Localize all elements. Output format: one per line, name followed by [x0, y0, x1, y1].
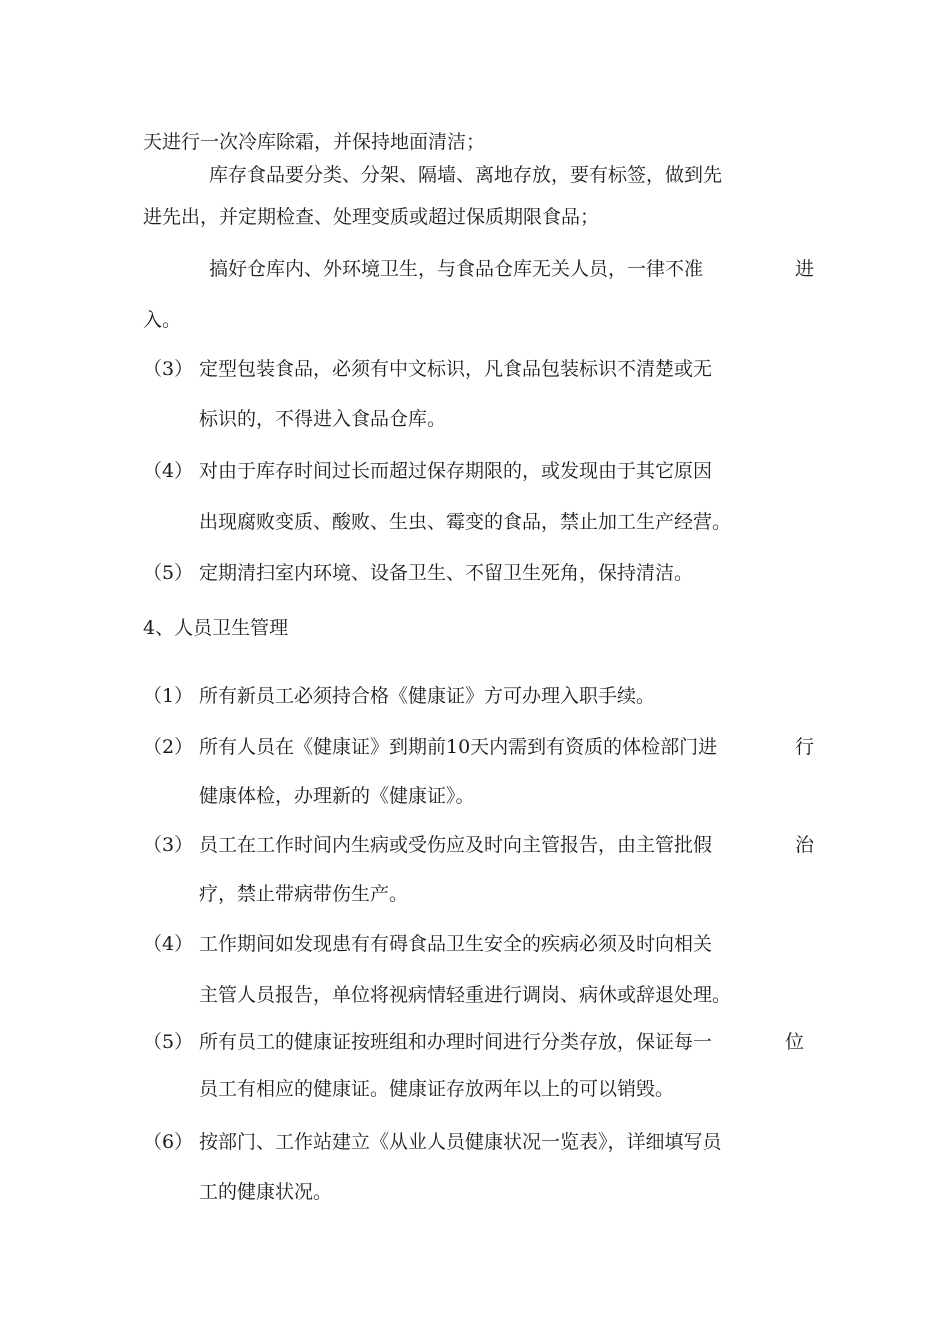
storage-line-5: 入。 [143, 309, 182, 331]
item-b4-line-1: 工作期间如发现患有有碍食品卫生安全的疾病必须及时向相关 [199, 933, 713, 955]
item-b2-line-1: 所有人员在《健康证》到期前10天内需到有资质的体检部门进 [199, 736, 718, 758]
item-b3-line-2: 疗，禁止带病带伤生产。 [199, 883, 409, 905]
item-b5-number: （5） [143, 1031, 194, 1053]
item-a4-line-2: 出现腐败变质、酸败、生虫、霉变的食品，禁止加工生产经营。 [199, 511, 732, 533]
item-a5-line-1: 定期清扫室内环境、设备卫生、不留卫生死角，保持清洁。 [199, 562, 694, 584]
item-a5-number: （5） [143, 562, 194, 584]
item-a3-line-2: 标识的，不得进入食品仓库。 [199, 408, 447, 430]
item-a4-number: （4） [143, 460, 194, 482]
item-b4-line-2: 主管人员报告，单位将视病情轻重进行调岗、病休或辞退处理。 [199, 984, 732, 1006]
item-b4-number: （4） [143, 933, 194, 955]
item-b6-number: （6） [143, 1131, 194, 1153]
item-b3-number: （3） [143, 834, 194, 856]
storage-line-3: 进先出，并定期检查、处理变质或超过保质期限食品； [143, 206, 600, 228]
item-b2-number: （2） [143, 736, 194, 758]
item-b5-line-2: 员工有相应的健康证。健康证存放两年以上的可以销毁。 [199, 1078, 675, 1100]
storage-line-4: 搞好仓库内、外环境卫生，与食品仓库无关人员，一律不准 [209, 258, 704, 280]
item-b3-line-1-tail: 治 [795, 834, 815, 856]
item-b5-line-1: 所有员工的健康证按班组和办理时间进行分类存放，保证每一 [199, 1031, 713, 1053]
item-a4-line-1: 对由于库存时间过长而超过保存期限的，或发现由于其它原因 [199, 460, 713, 482]
storage-line-4-tail: 进 [795, 258, 815, 280]
item-a3-number: （3） [143, 358, 194, 380]
item-b3-line-1: 员工在工作时间内生病或受伤应及时向主管报告，由主管批假 [199, 834, 713, 856]
item-b1-line-1: 所有新员工必须持合格《健康证》方可办理入职手续。 [199, 685, 656, 707]
item-b6-line-1: 按部门、工作站建立《从业人员健康状况一览表》，详细填写员 [199, 1131, 722, 1153]
item-b2-line-1-tail: 行 [795, 736, 815, 758]
item-a3-line-1: 定型包装食品，必须有中文标识，凡食品包装标识不清楚或无 [199, 358, 713, 380]
storage-line-2: 库存食品要分类、分架、隔墙、离地存放，要有标签，做到先 [209, 164, 723, 186]
storage-line-1: 天进行一次冷库除霜，并保持地面清洁； [143, 131, 486, 153]
item-b5-line-1-tail: 位 [785, 1031, 805, 1053]
section-4-heading: 4、人员卫生管理 [143, 617, 289, 639]
item-b6-line-2: 工的健康状况。 [199, 1181, 333, 1203]
item-b1-number: （1） [143, 685, 194, 707]
item-b2-line-2: 健康体检，办理新的《健康证》。 [199, 785, 475, 807]
